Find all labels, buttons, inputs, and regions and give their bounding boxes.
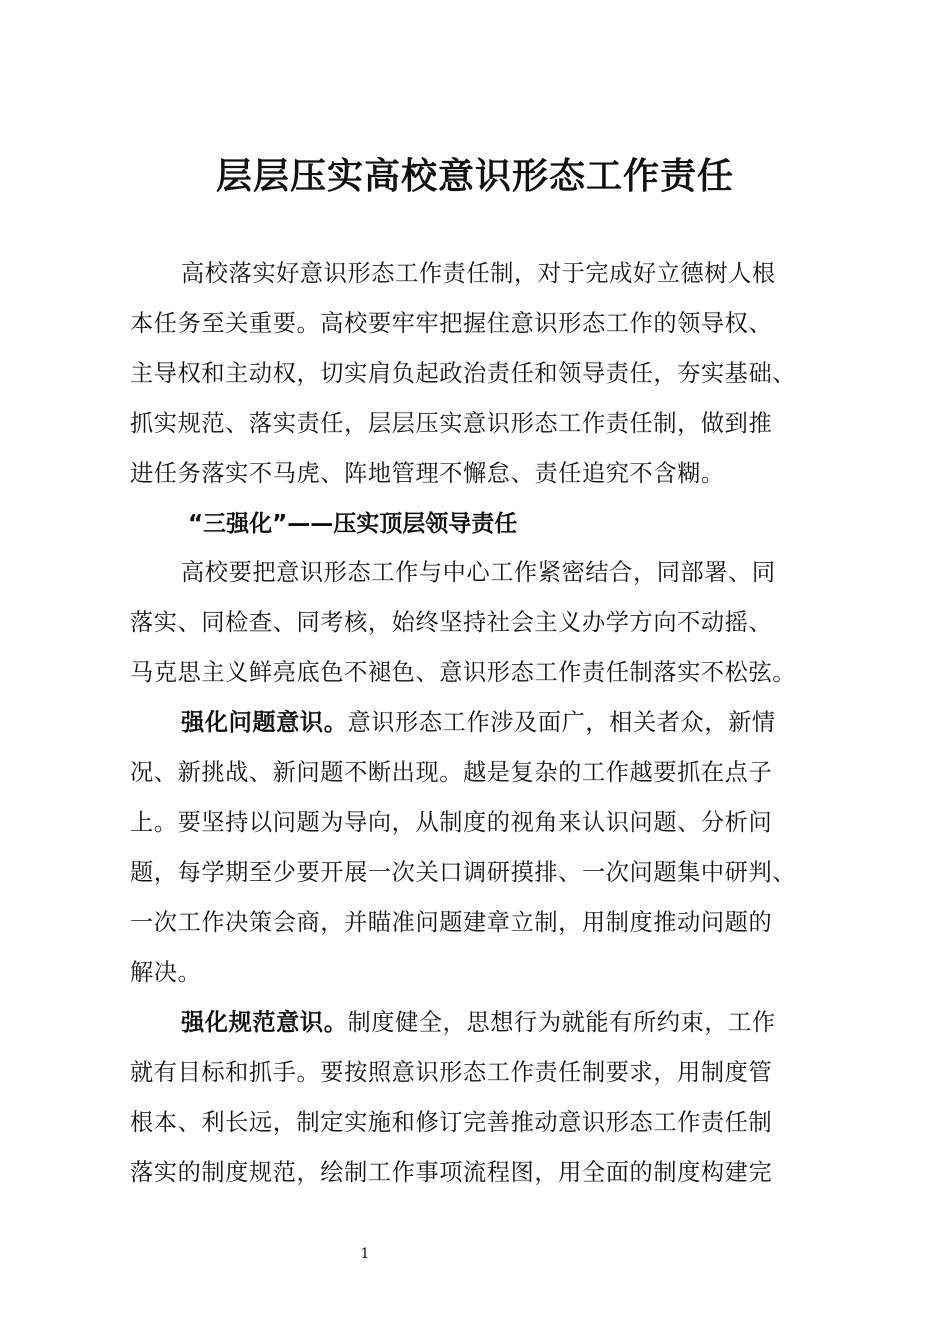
document-title: 层层压实高校意识形态工作责任: [215, 155, 734, 197]
problem-line: 解决。: [130, 959, 202, 986]
page-number: 1: [360, 1246, 370, 1262]
norm-line: 根本、利长远，制定实施和修订完善推动意识形态工作责任制: [130, 1109, 773, 1136]
norm-line: 制度健全，思想行为就能有所约束，工作: [347, 1009, 776, 1036]
norm-line: 落实的制度规范，绘制工作事项流程图，用全面的制度构建完: [130, 1159, 773, 1186]
norm-line: 就有目标和抓手。要按照意识形态工作责任制要求，用制度管: [130, 1059, 773, 1086]
section-line: 马克思主义鲜亮底色不褪色、意识形态工作责任制落实不松弦。: [130, 659, 797, 686]
intro-line: 抓实规范、落实责任，层层压实意识形态工作责任制，做到推: [130, 410, 773, 437]
intro-line: 本任务至关重要。高校要牢牢把握住意识形态工作的领导权、: [130, 310, 773, 337]
section-line: 高校要把意识形态工作与中心工作紧密结合，同部署、同: [181, 559, 776, 586]
problem-line: 上。要坚持以问题为导向，从制度的视角来认识问题、分析问: [130, 809, 773, 836]
norm-paragraph-first-line: [181, 1003, 881, 1043]
section-heading: “三强化”——压实顶层领导责任: [188, 511, 518, 537]
problem-paragraph-first-line: [181, 703, 881, 743]
problem-line: 题，每学期至少要开展一次关口调研摸排、一次问题集中研判、: [130, 859, 797, 886]
intro-line: 高校落实好意识形态工作责任制，对于完成好立德树人根: [181, 260, 776, 287]
intro-line: 主导权和主动权，切实肩负起政治责任和领导责任，夯实基础、: [130, 360, 797, 387]
problem-lead: 强化问题意识。: [181, 709, 348, 736]
problem-line: 一次工作决策会商，并瞄准问题建章立制，用制度推动问题的: [130, 909, 773, 936]
section-line: 落实、同检查、同考核，始终坚持社会主义办学方向不动摇、: [130, 609, 773, 636]
problem-line: 意识形态工作涉及面广，相关者众，新情: [347, 709, 776, 736]
norm-lead: 强化规范意识。: [181, 1009, 348, 1036]
intro-line: 进任务落实不马虎、阵地管理不懈怠、责任追究不含糊。: [130, 460, 725, 487]
problem-line: 况、新挑战、新问题不断出现。越是复杂的工作越要抓在点子: [130, 759, 773, 786]
